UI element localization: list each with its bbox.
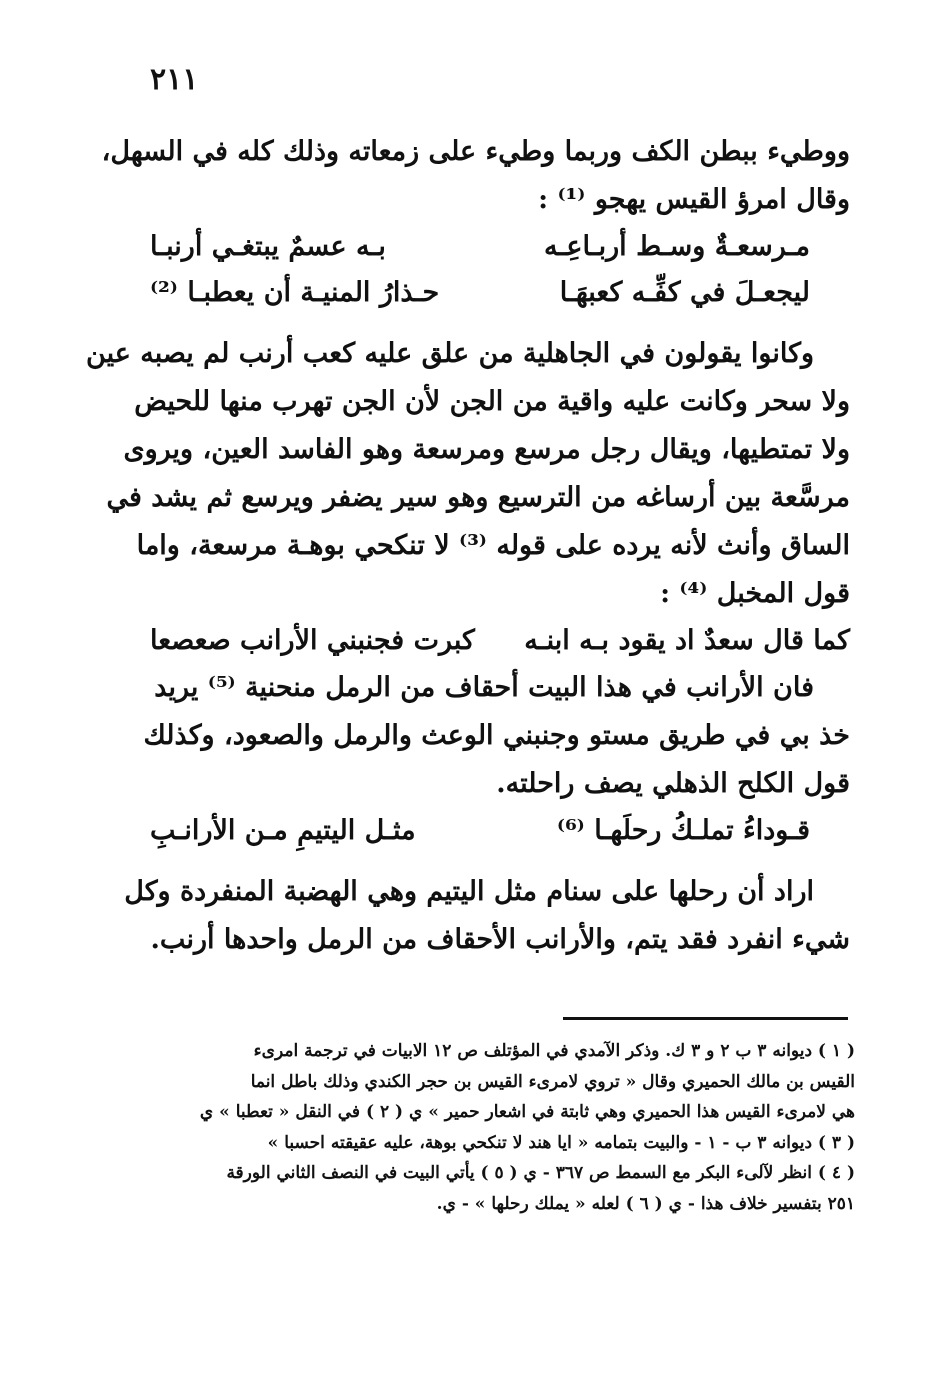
verse-first-hemistich: ليجعـلَ في كفِّـه كعبهَـا: [559, 277, 810, 308]
text-line: ولا سحر وكانت عليه واقية من الجن لأن الجن تهرب منها للحيض: [134, 386, 850, 417]
footnote-line: القيس بن مالك الحميري وقال « تروي لامرىء القيس بن حجر الكندي وذلك باطل انما: [250, 1071, 855, 1092]
poem-verse: [150, 618, 850, 664]
verse-first-hemistich: مـرسعـةٌ وسـط أربـاعِـه: [544, 231, 810, 262]
poem-verse: [150, 224, 850, 270]
verse-second-hemistich: حـذارُ المنيـة أن يعطبـا ⁽²⁾: [150, 277, 440, 308]
text-line: ولا تمتطيها، ويقال رجل مرسع ومرسعة وهو الفاسد العين، ويروى: [123, 434, 850, 465]
verse-first-hemistich: كما قال سعدٌ اد يقود بـه ابنـه: [524, 625, 850, 656]
footnote-line: هي لامرىء القيس هذا الحميري وهي ثابتة في اشعار حمير » ي ( ٢ ) في النقل « تعطبا » ي: [199, 1102, 855, 1122]
text-line: وقال امرؤ القيس يهجو ⁽¹⁾ :: [538, 184, 850, 215]
verse-second-hemistich: كبرت فجنبني الأرانب صعصعا: [150, 625, 475, 656]
verse-first-hemistich: قـوداءُ تملـكُ رحلَهـا ⁽⁶⁾: [556, 815, 810, 846]
footnote-line: ( ٣ ) ديوانه ٣ ب - ١ - والبيت بتمامه « ايا هند لا تنكحي بوهة، عليه عقيقته احسبا »: [267, 1132, 855, 1153]
footnote-separator: [563, 1017, 848, 1020]
text-line: خذ بي في طريق مستو وجنبني الوعث والرمل والصعود، وكذلك: [143, 720, 850, 751]
text-line: ووطيء ببطن الكف وربما وطيء على زمعاته وذلك كله في السهل،: [101, 136, 850, 167]
poem-verse: [150, 270, 850, 316]
text-line: شيء انفرد فقد يتم، والأرانب الأحقاف من الرمل واحدها أرنب.: [150, 924, 850, 955]
text-line: قول المخبل ⁽⁴⁾ :: [660, 578, 850, 609]
text-line: وكانوا يقولون في الجاهلية من علق عليه كعب أرنب لم يصبه عين: [86, 338, 814, 369]
text-line: اراد أن رحلها على سنام مثل اليتيم وهي الهضبة المنفردة وكل: [124, 876, 814, 907]
text-line: قول الكلح الذهلي يصف راحلته.: [496, 768, 850, 799]
verse-second-hemistich: مثـل اليتيمِ مـن الأرانـبِ: [150, 815, 416, 846]
main-text: [86, 128, 850, 964]
verse-second-hemistich: بـه عسمٌ يبتغـي أرنبـا: [150, 231, 386, 262]
poem-verse: [150, 808, 850, 854]
footnote-line: ٢٥١ بتفسير خلاف هذا - ي ( ٦ ) لعله « يملك رحلها » - ي.: [436, 1193, 855, 1214]
footnote-line: ( ١ ) ديوانه ٣ ب ٢ و ٣ ك. وذكر الآمدي في المؤتلف ص ١٢ الابيات في ترجمة امرىء: [253, 1041, 855, 1061]
footnotes: [150, 1036, 855, 1219]
text-line: فان الأرانب في هذا البيت أحقاف من الرمل منحنية ⁽⁵⁾ يريد: [154, 672, 814, 703]
text-line: الساق وأنث لأنه يرده على قوله ⁽³⁾ لا تنكحي بوهـة مرسعة، واما: [136, 530, 850, 561]
footnote-line: ( ٤ ) انظر لآلىء البكر مع السمط ص ٣٦٧ - ي ( ٥ ) يأتي البيت في النصف الثاني الورقة: [226, 1163, 855, 1183]
text-line: مرسَّعة بين أرساغه من الترسيع وهو سير يضفر ويرسع ثم يشد في: [106, 482, 850, 513]
page-number: ٢١١: [150, 62, 199, 97]
